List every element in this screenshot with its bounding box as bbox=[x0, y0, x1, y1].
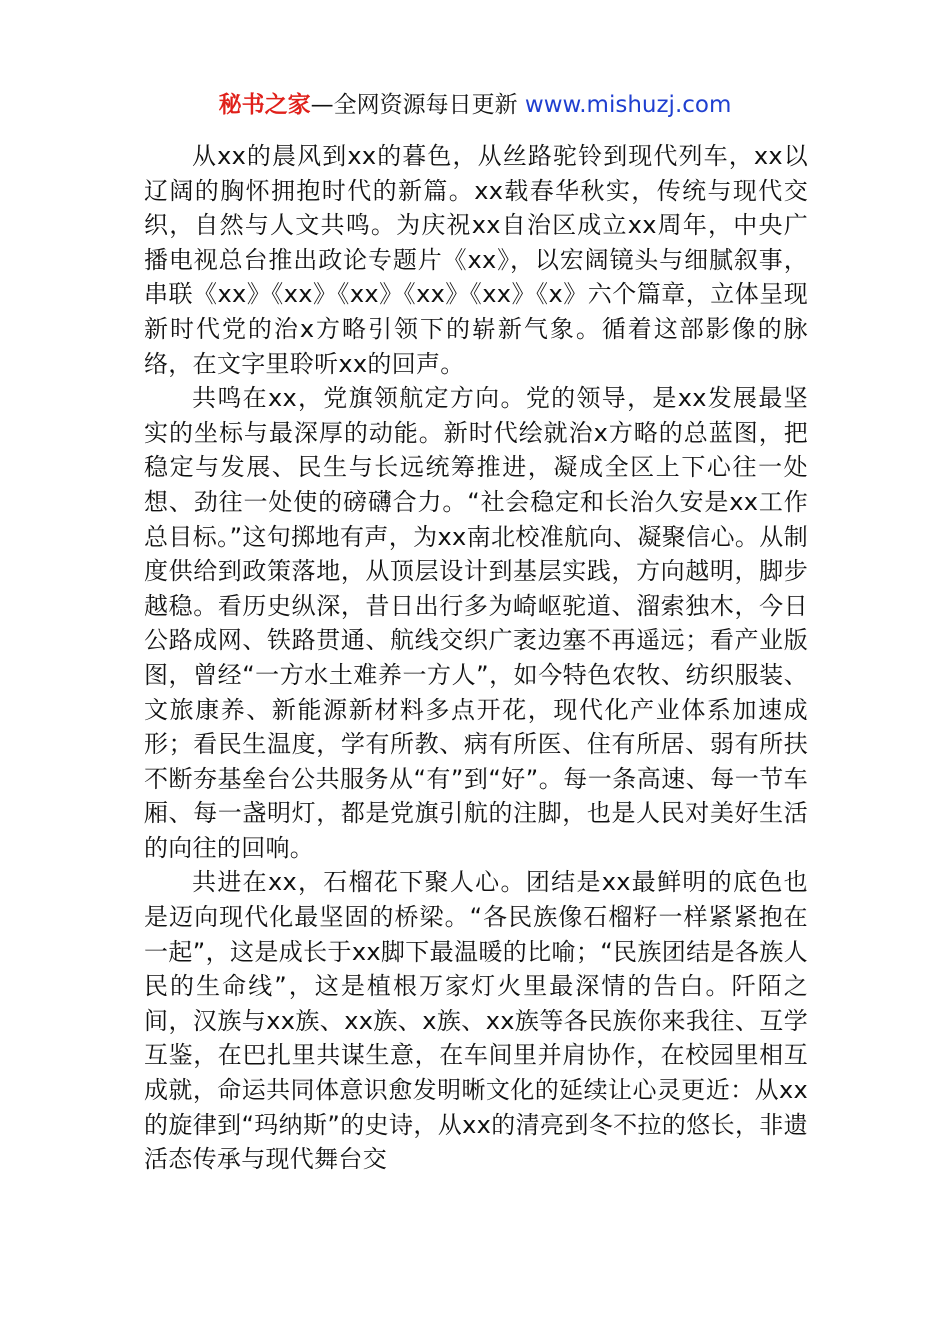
article-paragraph: 共鸣在xx，党旗领航定方向。党的领导，是xx发展最坚实的坐标与最深厚的动能。新时代绘就治x方略的总蓝图，把稳定与发展、民生与长远统筹推进，凝成全区上下心往一处想、劲往一处使的磅礴合力。“社会稳定和长治久安是xx工作总目标。”这句掷地有声，为xx南北校准航向、凝聚信心。从制度供给到政策落地，从顶层设计到基层实践，方向越明，脚步越稳。看历史纵深，昔日出行多为崎岖驼道、溜索独木，今日公路成网、铁路贯通、航线交织广袤边塞不再遥远；看产业版图，曾经“一方水土难养一方人”，如今特色农牧、纺织服装、文旅康养、新能源新材料多点开花，现代化产业体系加速成形；看民生温度，学有所教、病有所医、住有所居、弱有所扶不断夯基垒台公共服务从“有”到“好”。每一条高速、每一节车厢、每一盏明灯，都是党旗引航的注脚，也是人民对美好生活的向往的回响。 bbox=[144, 384, 808, 862]
article-body bbox=[144, 139, 808, 1177]
site-brand: 秘书之家 bbox=[218, 92, 311, 118]
site-header bbox=[0, 88, 950, 122]
site-tagline: —全网资源每日更新 bbox=[310, 92, 525, 118]
site-url-link[interactable]: www.mishuzj.com bbox=[524, 92, 732, 118]
article-paragraph: 共进在xx，石榴花下聚人心。团结是xx最鲜明的底色也是迈向现代化最坚固的桥梁。“各民族像石榴籽一样紧紧抱在一起”，这是成长于xx脚下最温暖的比喻；“民族团结是各族人民的生命线”，这是植根万家灯火里最深情的告白。阡陌之间，汉族与xx族、xx族、x族、xx族等各民族你来我往、互学互鉴，在巴扎里共谋生意，在车间里并肩协作，在校园里相互成就，命运共同体意识愈发明晰文化的延续让心灵更近：从xx的旋律到“玛纳斯”的史诗，从xx的清亮到冬不拉的悠长，非遗活态传承与现代舞台交 bbox=[144, 868, 808, 1174]
article-paragraph: 从xx的晨风到xx的暮色，从丝路驼铃到现代列车，xx以辽阔的胸怀拥抱时代的新篇。xx载春华秋实，传统与现代交织，自然与人文共鸣。为庆祝xx自治区成立xx周年，中央广播电视总台推出政论专题片《xx》，以宏阔镜头与细腻叙事，串联《xx》《xx》《xx》《xx》《xx》《x》六个篇章，立体呈现新时代党的治x方略引领下的崭新气象。循着这部影像的脉络，在文字里聆听xx的回声。 bbox=[144, 142, 808, 378]
